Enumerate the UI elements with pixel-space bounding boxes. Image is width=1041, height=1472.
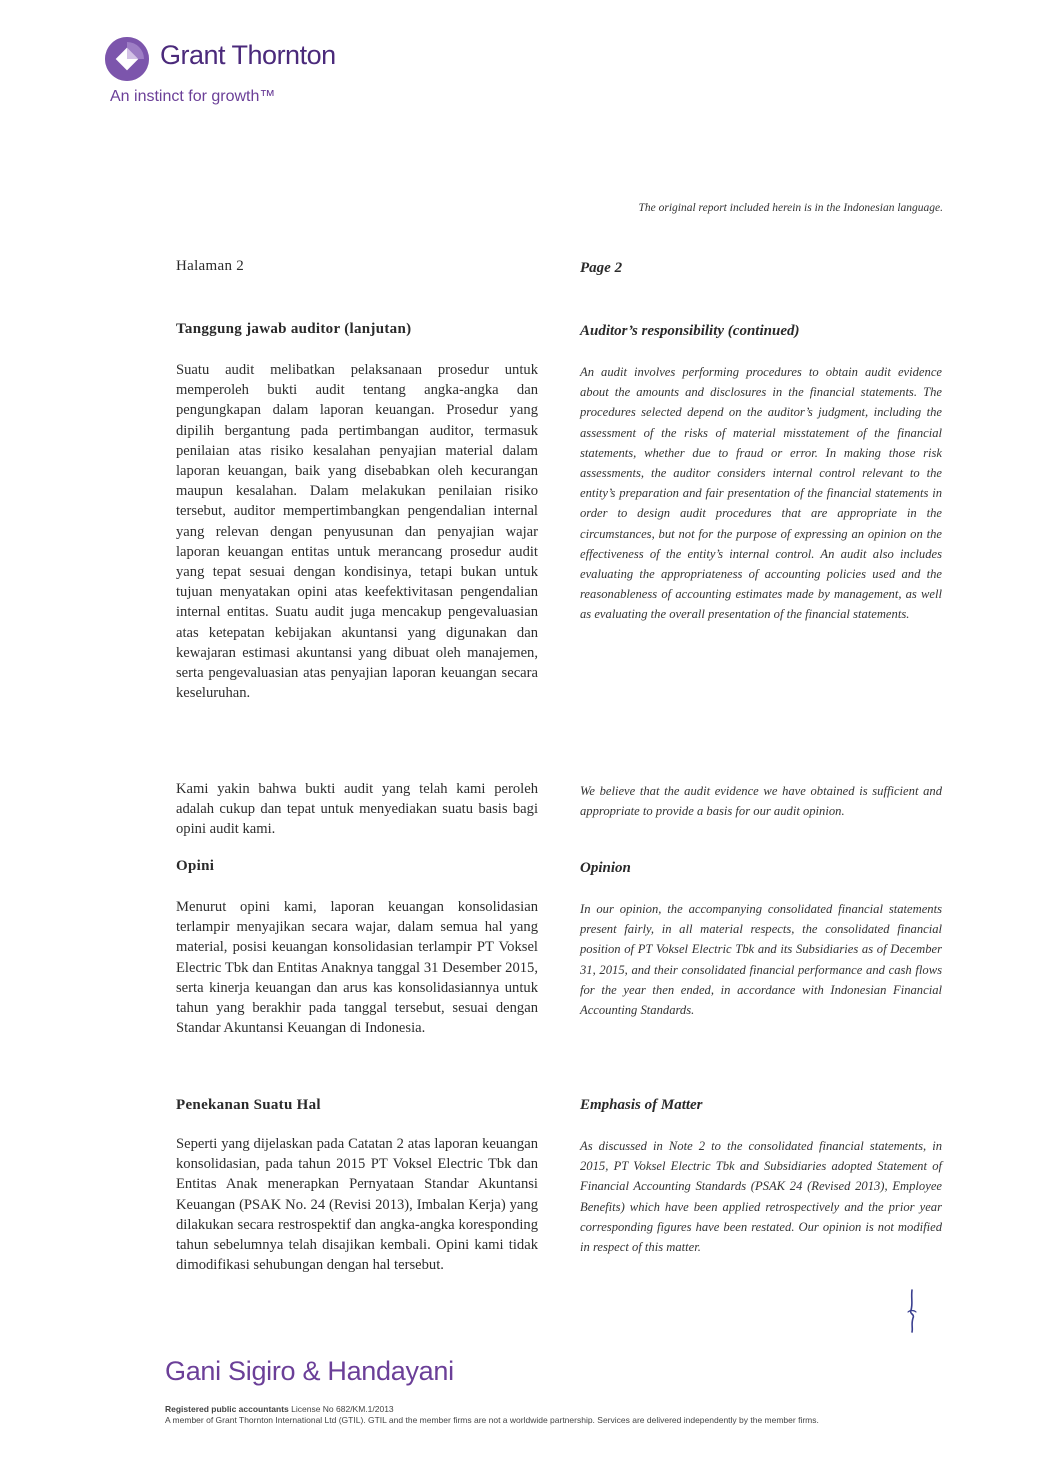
original-language-note: The original report included herein is in the Indonesian language.: [638, 202, 943, 214]
footer-registration: [165, 1404, 394, 1414]
paragraph-audit-procedures-id: Suatu audit melibatkan pelaksanaan prosedur untuk memperoleh bukti audit tentang angka-angka dan pengungkapan dalam laporan keuangan. Prosedur yang dipilih bergantung pada pertimbangan auditor, termasuk penilaian atas risiko kesalahan penyajian material dalam laporan keuangan, baik yang disebabkan oleh kecurangan maupun kesalahan. Dalam melakukan penilaian risiko tersebut, auditor mempertimbangkan pengendalian internal yang relevan dengan penyusunan dan penyajian wajar laporan keuangan entitas untuk merancang prosedur audit yang tepat sesuai dengan kondisinya, tetapi bukan untuk tujuan menyatakan opini atas keefektivitasan pengendalian internal entitas. Suatu audit juga mencakup pengevaluasian atas ketepatan kebijakan akuntansi yang digunakan dan kewajaran estimasi akuntansi yang dibuat oleh manajemen, serta pengevaluasian atas penyajian laporan keuangan secara keseluruhan.: [176, 362, 538, 702]
section-title-emphasis-en: Emphasis of Matter: [580, 1097, 703, 1113]
paragraph-opinion-id: Menurut opini kami, laporan keuangan konsolidasian terlampir menyajikan secara wajar, dalam semua hal yang material, posisi keuangan konsolidasian terlampir PT Voksel Electric Tbk dan Entitas Anaknya tanggal 31 Desember 2015, serta kinerja keuangan dan arus kas konsolidasiannya untuk tahun yang berakhir pada tanggal tersebut, sesuai dengan Standar Akuntansi Keuangan di Indonesia.: [176, 899, 538, 1037]
section-title-opinion-id: Opini: [176, 858, 215, 874]
grant-thornton-logo: [104, 36, 364, 116]
logo-tagline: An instinct for growth™: [110, 88, 276, 105]
paragraph-audit-procedures-en: An audit involves performing procedures to obtain audit evidence about the amounts and disclosures in the financial statements. The procedures selected depend on the auditor’s judgment, including the assessment of the risks of material misstatement of the financial statements, whether due to fraud or error. In making those risk assessments, the auditor considers internal control relevant to the entity’s preparation and fair presentation of the financial statements in order to design audit procedures that are appropriate in the circumstances, but not for the purpose of expressing an opinion on the effectiveness of the entity’s internal control. An audit also includes evaluating the appropriateness of accounting policies used and the reasonableness of accounting estimates made by management, as well as evaluating the overall presentation of the financial statements.: [580, 365, 942, 622]
footer-registered-label: Registered public accountants: [165, 1404, 289, 1414]
footer-license-number: License No 682/KM.1/2013: [291, 1404, 394, 1414]
section-title-auditor-responsibility-en: Auditor’s responsibility (continued): [580, 323, 800, 339]
paragraph-emphasis-en: As discussed in Note 2 to the consolidated financial statements, in 2015, PT Voksel Electric Tbk and Subsidiaries adopted Statement of Financial Accounting Standards (PSAK 24 (Revised 2013), Employee Benefits) which have been applied retrospectively and the prior year corresponding figures have been restated. Our opinion is not modified in respect of this matter.: [580, 1139, 942, 1255]
section-title-opinion-en: Opinion: [580, 860, 631, 876]
footer-member-note: A member of Grant Thornton International Ltd (GTIL). GTIL and the member firms are not a worldwide partnership. Services are delivered independently by the member firms.: [165, 1415, 819, 1425]
paragraph-opinion-en: In our opinion, the accompanying consolidated financial statements present fairly, in all material respects, the consolidated financial position of PT Voksel Electric Tbk and its Subsidiaries as of December 31, 2015, and their consolidated financial performance and cash flows for the year then ended, in accordance with Indonesian Financial Accounting Standards.: [580, 902, 942, 1018]
logo-name: Grant Thornton: [160, 40, 336, 70]
paragraph-emphasis-id: Seperti yang dijelaskan pada Catatan 2 atas laporan keuangan konsolidasian, pada tahun 2015 PT Voksel Electric Tbk dan Entitas Anak menerapkan Pernyataan Standar Akuntansi Keuangan (PSAK No. 24 (Revisi 2013), Imbalan Kerja) yang dilakukan secara restrospektif dan angka-angka koresponding tahun sebelumnya telah disajikan kembali. Opini kami tidak dimodifikasi sehubungan dengan hal tersebut.: [176, 1136, 538, 1274]
handwritten-initial-mark: [900, 1288, 924, 1334]
footer-firm-name: Gani Sigiro & Handayani: [165, 1356, 454, 1386]
grant-thornton-logo-icon: [104, 36, 150, 82]
paragraph-audit-evidence-id: Kami yakin bahwa bukti audit yang telah kami peroleh adalah cukup dan tepat untuk menyediakan suatu basis bagi opini audit kami.: [176, 781, 538, 838]
page-number-id: Halaman 2: [176, 258, 245, 274]
section-title-emphasis-id: Penekanan Suatu Hal: [176, 1097, 321, 1113]
paragraph-audit-evidence-en: We believe that the audit evidence we have obtained is sufficient and appropriate to provide a basis for our audit opinion.: [580, 784, 942, 819]
page-number-en: Page 2: [580, 260, 623, 276]
section-title-auditor-responsibility-id: Tanggung jawab auditor (lanjutan): [176, 321, 412, 337]
